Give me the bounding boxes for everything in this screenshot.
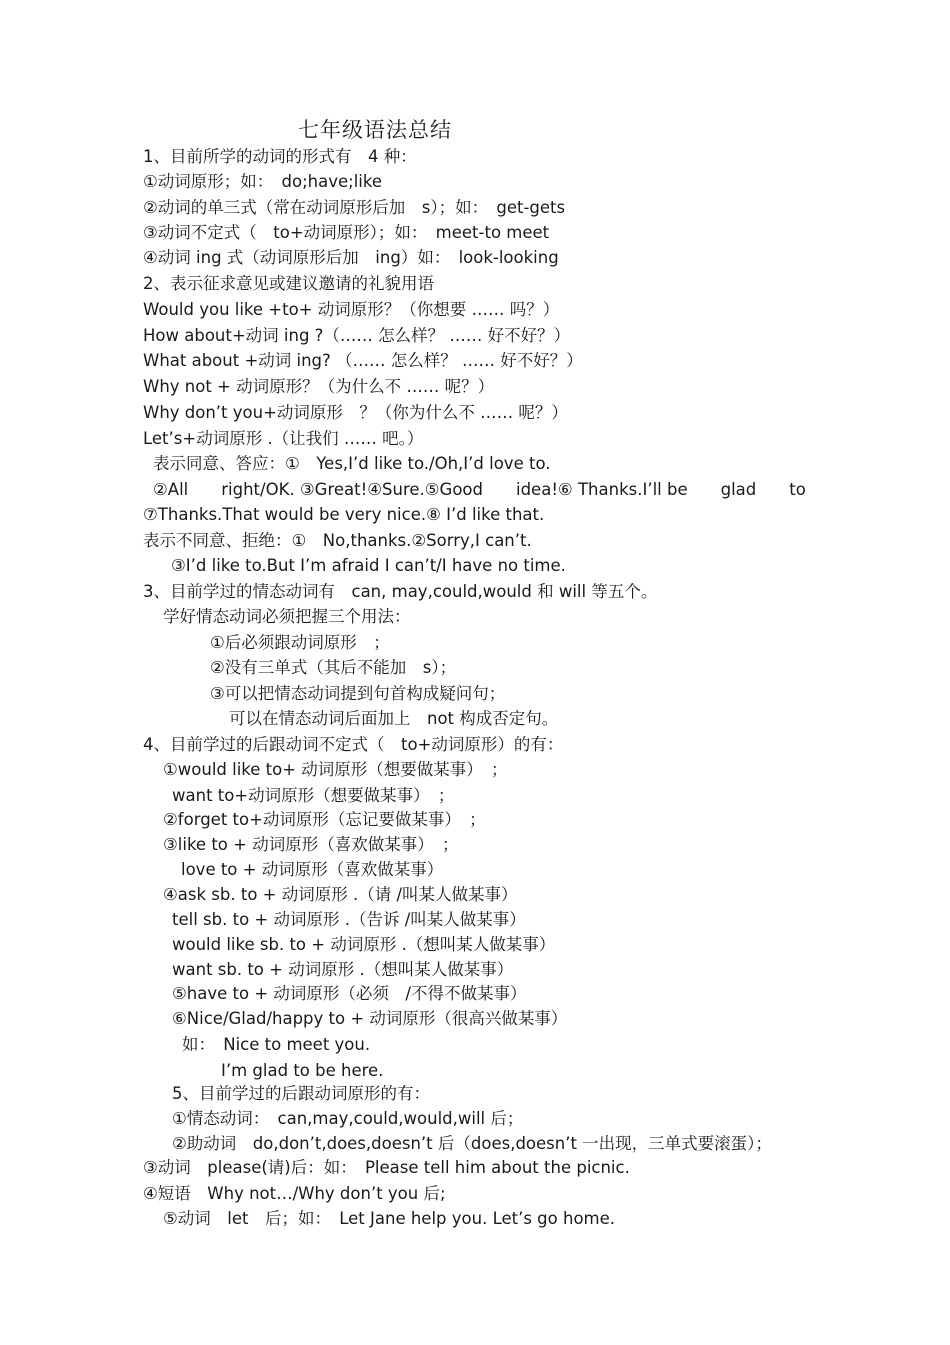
base-form-modal: ①情态动词： can,may,could,would,will 后； bbox=[172, 1109, 524, 1128]
phrase-how-about: How about+动词 ing ?（…… 怎么样？ …… 好不好？） bbox=[143, 326, 571, 345]
infinitive-love: love to + 动词原形（喜欢做某事） bbox=[181, 860, 444, 879]
infinitive-forget: ②forget to+动词原形（忘记要做某事） ； bbox=[163, 810, 486, 829]
verb-form-infinitive: ③动词不定式（ to+动词原形）；如： meet-to meet bbox=[143, 223, 550, 242]
infinitive-would-like-sb: would like sb. to + 动词原形 .（想叫某人做某事） bbox=[172, 935, 556, 954]
page-title: 七年级语法总结 bbox=[298, 118, 452, 142]
verb-form-ing: ④动词 ing 式（动词原形后加 ing）如： look-looking bbox=[143, 248, 559, 267]
modal-usage-intro: 学好情态动词必须把握三个用法： bbox=[163, 607, 411, 626]
base-form-please: ③动词 please(请)后：如： Please tell him about the picnic. bbox=[143, 1158, 630, 1177]
infinitive-nice-glad: ⑥Nice/Glad/happy to + 动词原形（很高兴做某事） bbox=[172, 1009, 568, 1028]
phrase-lets: Let’s+动词原形 .（让我们 …… 吧。） bbox=[143, 429, 424, 448]
modal-rule-1: ①后必须跟动词原形 ； bbox=[210, 633, 390, 652]
section-4-heading: 4、目前学过的后跟动词不定式（ to+动词原形）的有： bbox=[143, 735, 564, 754]
infinitive-would-like: ①would like to+ 动词原形（想要做某事） ； bbox=[163, 760, 508, 779]
modal-rule-3: ③可以把情态动词提到句首构成疑问句； bbox=[210, 684, 506, 703]
section-1-heading: 1、目前所学的动词的形式有 4 种： bbox=[143, 147, 417, 166]
base-form-why-not: ④短语 Why not…/Why don’t you 后; bbox=[143, 1184, 446, 1203]
agree-responses-cont: ②All right/OK. ③Great!④Sure.⑤Good idea!⑥ Thanks.I’ll be glad to bbox=[153, 480, 806, 499]
refuse-responses-cont: ③I’d like to.But I’m afraid I can’t/I have no time. bbox=[171, 556, 566, 575]
example-nice-to-meet: 如： Nice to meet you. bbox=[182, 1035, 371, 1054]
base-form-auxiliary: ②助动词 do,don’t,does,doesn’t 后（does,doesn’t 一出现，三单式要滚蛋）； bbox=[172, 1134, 772, 1153]
phrase-what-about: What about +动词 ing? （…… 怎么样？ …… 好不好？） bbox=[143, 351, 583, 370]
phrase-would-you-like: Would you like +to+ 动词原形？（你想要 …… 吗？） bbox=[143, 300, 560, 319]
base-form-let: ⑤动词 let 后；如： Let Jane help you. Let’s go home. bbox=[163, 1209, 616, 1228]
infinitive-tell-sb: tell sb. to + 动词原形 .（告诉 /叫某人做某事） bbox=[172, 910, 526, 929]
agree-responses: 表示同意、答应：① Yes,I’d like to./Oh,I’d love to. bbox=[153, 454, 551, 473]
infinitive-like: ③like to + 动词原形（喜欢做某事） ； bbox=[163, 835, 459, 854]
modal-rule-3-cont: 可以在情态动词后面加上 not 构成否定句。 bbox=[229, 709, 559, 728]
section-2-heading: 2、表示征求意见或建议邀请的礼貌用语 bbox=[143, 274, 434, 293]
section-3-heading: 3、目前学过的情态动词有 can, may,could,would 和 will 等五个。 bbox=[143, 582, 658, 601]
infinitive-have-to: ⑤have to + 动词原形（必须 /不得不做某事） bbox=[172, 984, 527, 1003]
modal-rule-2: ②没有三单式（其后不能加 s）； bbox=[210, 658, 457, 677]
phrase-why-not: Why not + 动词原形？（为什么不 …… 呢？） bbox=[143, 377, 495, 396]
infinitive-want: want to+动词原形（想要做某事） ； bbox=[172, 786, 455, 805]
example-glad-to-be-here: I’m glad to be here. bbox=[221, 1061, 384, 1080]
infinitive-want-sb: want sb. to + 动词原形 .（想叫某人做某事） bbox=[172, 960, 514, 979]
verb-form-base: ①动词原形；如： do;have;like bbox=[143, 172, 383, 191]
agree-responses-cont-2: ⑦Thanks.That would be very nice.⑧ I’d like that. bbox=[143, 505, 545, 524]
phrase-why-dont-you: Why don’t you+动词原形 ？（你为什么不 …… 呢？） bbox=[143, 403, 568, 422]
refuse-responses: 表示不同意、拒绝：① No,thanks.②Sorry,I can’t. bbox=[143, 531, 532, 550]
section-5-heading: 5、目前学过的后跟动词原形的有： bbox=[172, 1084, 430, 1103]
verb-form-third-person: ②动词的单三式（常在动词原形后加 s）；如： get-gets bbox=[143, 198, 566, 217]
infinitive-ask-sb: ④ask sb. to + 动词原形 .（请 /叫某人做某事） bbox=[163, 885, 518, 904]
